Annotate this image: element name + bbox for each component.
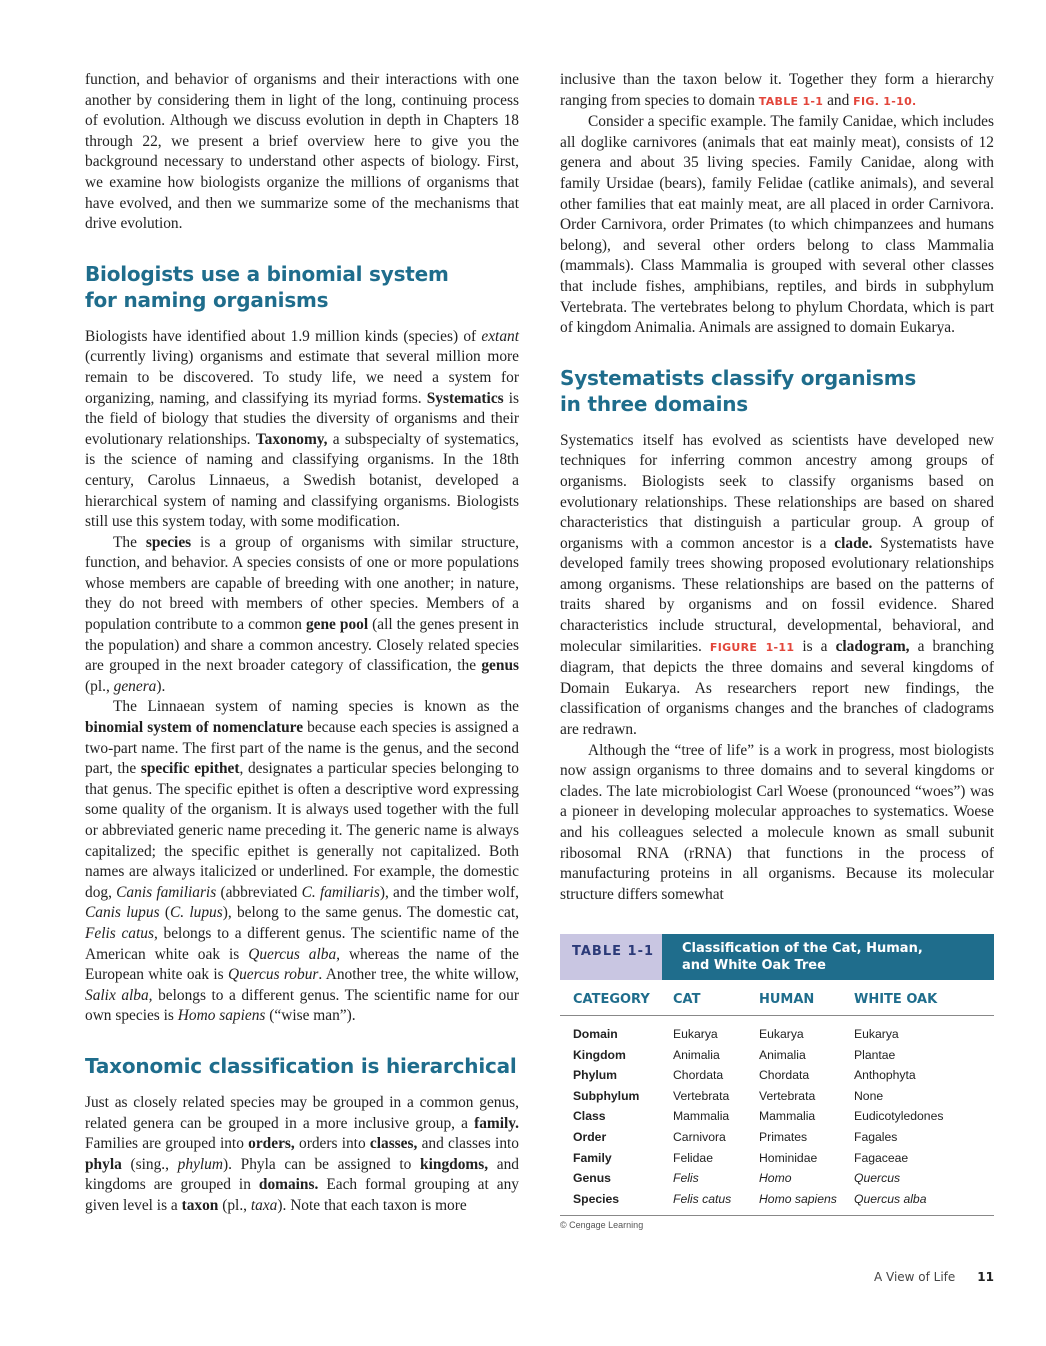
table-row: Family Felidae Hominidae Fagaceae xyxy=(573,1150,909,1165)
table-row: Kingdom Animalia Animalia Plantae xyxy=(573,1047,896,1062)
paragraph-binomial: The Linnaean system of naming species is known as the binomial system of nomenclature because each species is assigned a two-part name. The first part of the name is the genus, and the second part, the specific epithet, designates a particular species belonging to that genus. The specific epithet is often a descriptive word expressing some quality of the organism. It is always used together with the full or abbreviated generic name preceding it. The generic name is always capitalized; the specific epithet is generally not capitalized. Both names are always italicized or underlined. For example, the domestic dog, Canis familiaris (abbreviated C. familiaris), and the timber wolf, Canis lupus (C. lupus), belong to the same genus. The domestic cat, Felis catus, belongs to a different genus. The scientific name of the American white oak is Quercus alba, whereas the name of the European white oak is Quercus robur. Another tree, the white willow, Salix alba, belongs to a different genus. The scientific name for our own species is Homo sapiens (“wise man”). xyxy=(85,698,520,1025)
paragraph-canidae-example: Consider a specific example. The family Canidae, which includes all doglike carnivores (animals that eat mainly meat), consists of 12 genera and about 35 living species. Family Canidae, along with family Ursidae (bears), family Felidae (catlike animals), and several other families that eat mainly meat, are all placed in order Carnivora. Order Carnivora, order Primates (to which chimpanzees and humans belong), and several other orders belong to class Mammalia (mammals). Class Mammalia is grouped with several other classes that include fishes, amphibians, reptiles, and birds in subphylum Vertebrata. The vertebrates belong to phylum Chordata, which is part of kingdom Animalia. Animals are assigned to domain Eukarya. xyxy=(560,113,994,337)
figure-reference-link[interactable]: FIGURE 1-11 xyxy=(709,640,795,654)
term-specific-epithet: specific epithet xyxy=(140,760,240,778)
table-caption: Classification of the Cat, Human, and White Oak Tree xyxy=(662,934,994,980)
table-column-headers xyxy=(560,980,994,1016)
paragraph-hierarchy: Just as closely related species may be grouped in a common genus, related genera can be grouped in a more inclusive group, a family. Families are grouped into orders, orders into classes, and classes into phyla (sing., phylum). Phyla can be assigned to kingdoms, and kingdoms are grouped in domains. Each formal grouping at any given level is a taxon (pl., taxa). Note that each taxon is more xyxy=(85,1093,519,1214)
paragraph-species: The species is a group of organisms with similar structure, function, and behavior. A species consists of one or more populations whose members are capable of breeding with one another; in nature, they do not breed with members of other species. Members of a population contribute to a common gene pool (all the genes present in the population) and share a common ancestry. Closely related species are grouped in the next broader category of classification, the genus (pl., genera). xyxy=(85,533,519,695)
table-body xyxy=(560,1016,994,1216)
heading-binomial-system xyxy=(85,261,519,313)
term-species: species xyxy=(145,533,192,551)
right-column xyxy=(560,70,994,905)
left-column xyxy=(85,70,519,1217)
table-row: Class Mammalia Mammalia Eudicotyledones xyxy=(573,1109,944,1124)
classification-table xyxy=(560,934,994,1230)
table-row: Order Carnivora Primates Fagales xyxy=(573,1129,898,1144)
table-reference-link[interactable]: TABLE 1-1 xyxy=(758,94,824,108)
table-row: Genus Felis Homo Quercus xyxy=(573,1171,901,1186)
heading-taxonomic-classification: Taxonomic classification is hierarchical xyxy=(85,1053,517,1078)
table-row: Species Felis catus Homo sapiens Quercus alba xyxy=(573,1191,927,1206)
heading-line: in three domains xyxy=(560,391,749,416)
term-systematics: Systematics xyxy=(426,389,504,407)
term-gene-pool: gene pool xyxy=(305,616,369,634)
running-title: A View of Life xyxy=(873,1270,956,1284)
column-header-white-oak: WHITE OAK xyxy=(854,992,938,1007)
term-genus: genus xyxy=(481,657,519,675)
term-clade: clade. xyxy=(834,534,873,552)
column-header-cat: CAT xyxy=(673,992,701,1007)
table-header-bar xyxy=(560,934,994,980)
term-extant: extant xyxy=(481,327,519,345)
heading-three-domains xyxy=(560,365,994,417)
table-row: Subphylum Vertebrata Vertebrata None xyxy=(573,1088,884,1103)
image-credit: © Cengage Learning xyxy=(560,1220,644,1231)
column-header-category: CATEGORY xyxy=(573,992,650,1007)
table-number-tag: TABLE 1-1 xyxy=(560,934,662,980)
paragraph-hierarchy-cont: inclusive than the taxon below it. Together they form a hierarchy ranging from species to domain TABLE 1-1 and FIG. 1-10. xyxy=(560,71,994,109)
page-footer xyxy=(874,1270,994,1284)
heading-line: Systematists classify organisms xyxy=(560,365,917,390)
table-row: Domain Eukarya Eukarya Eukarya xyxy=(573,1027,899,1041)
paragraph-clade: Systematics itself has evolved as scientists have developed new techniques for inferring common ancestry among groups of organisms. Biologists seek to classify organisms based on evolutionary relationships. These relationships are based on shared characteristics that distinguish a particular group. A group of organisms with a common ancestor is a clade. Systematists have developed family trees showing proposed evolutionary relationships among organisms. These relationships are based on the patterns of traits shared by organisms and on fossil evidence. Shared characteristics include structural, developmental, behavioral, and molecular similarities. FIGURE 1-11 is a cladogram, a branching diagram, that depicts the three domains and several kingdoms of Domain Eukarya. As researchers report new findings, the classification of organisms changes and the branches of cladograms are redrawn. xyxy=(560,431,994,739)
table-row: Phylum Chordata Chordata Anthophyta xyxy=(573,1068,916,1083)
heading-line: for naming organisms xyxy=(85,287,329,312)
column-header-human: HUMAN xyxy=(759,992,815,1007)
figure-reference-link[interactable]: FIG. 1-10. xyxy=(853,94,917,108)
heading-line: Biologists use a binomial system xyxy=(85,261,449,286)
term-cladogram: cladogram, xyxy=(835,637,910,655)
term-taxonomy: Taxonomy, xyxy=(255,430,328,448)
page-number: 11 xyxy=(977,1270,994,1284)
paragraph-intro: function, and behavior of organisms and their interactions with one another by considering them in light of the long, continuing process of evolution. Although we discuss evolution in depth in Chapters 18 through 22, we present a brief overview here to give you the background necessary to understand other aspects of biology. First, we examine how biologists organize the millions of organisms that have evolved, and then we summarize some of the mechanisms that drive evolution. xyxy=(85,71,519,233)
term-binomial-system: binomial system of nomenclature xyxy=(85,719,304,737)
paragraph-tree-of-life: Although the “tree of life” is a work in progress, most biologists now assign organisms to three domains and to several kingdoms or clades. The late microbiologist Carl Woese (pronounced “woes”) was a pioneer in developing molecular approaches to systematics. Woese and his colleagues selected a molecule known as small subunit ribosomal RNA (rRNA) that functions in the process of manufacturing proteins in all organisms. Because its molecular structure differs somewhat xyxy=(560,741,994,903)
paragraph-systematics: Biologists have identified about 1.9 million kinds (species) of extant (currently living) organisms and estimate that several million more remain to be discovered. To study life, we need a system for organizing, naming, and classifying its myriad forms. Systematics is the field of biology that studies the diversity of organisms and their evolutionary relationships. Taxonomy, a subspecialty of systematics, is the science of naming and classifying organisms. In the 18th century, Carolus Linnaeus, a Swedish botanist, developed a hierarchical system of naming and classifying organisms. Biologists still use this system today, with some modification. xyxy=(85,327,520,531)
